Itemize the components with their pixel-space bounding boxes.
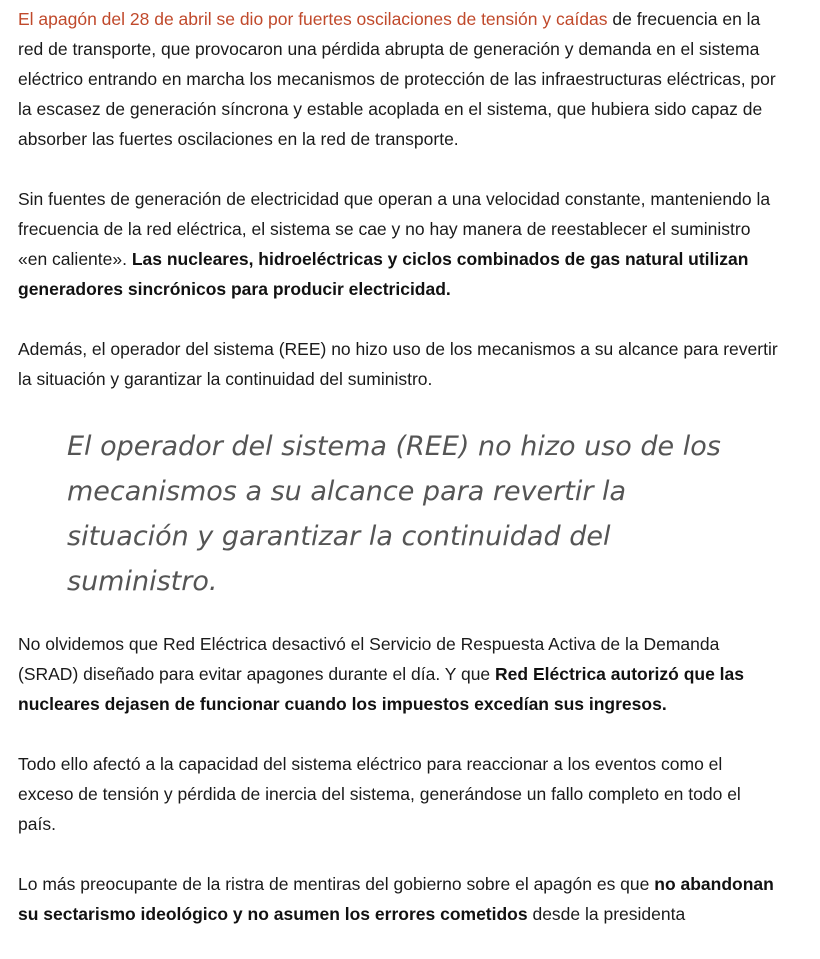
paragraph-2-bold: Las nucleares, hidroeléctricas y ciclos combinados de gas natural utilizan generadores sincrónicos para producir electricidad. bbox=[18, 249, 749, 299]
paragraph-6 bbox=[18, 869, 778, 929]
paragraph-2-text: Sin fuentes de generación de electricidad que operan a una velocidad constante, manteniendo la frecuencia de la red eléctrica, el sistema se cae y no hay manera de reestablecer el suministro «en caliente». bbox=[18, 189, 771, 269]
paragraph-3 bbox=[18, 334, 778, 394]
article-link[interactable]: El apagón del 28 de abril se dio por fuertes oscilaciones de tensión y caídas bbox=[18, 9, 608, 29]
paragraph-3-text: Además, el operador del sistema (REE) no hizo uso de los mecanismos a su alcance para revertir la situación y garantizar la continuidad del suministro. bbox=[18, 339, 778, 389]
paragraph-6-tail: desde la presidenta bbox=[527, 904, 686, 924]
paragraph-1 bbox=[18, 4, 778, 154]
paragraph-5-text: Todo ello afectó a la capacidad del sistema eléctrico para reaccionar a los eventos como el exceso de tensión y pérdida de inercia del sistema, generándose un fallo completo en todo el país. bbox=[18, 754, 741, 834]
paragraph-4 bbox=[18, 629, 778, 719]
paragraph-5 bbox=[18, 749, 778, 839]
paragraph-4-text: No olvidemos que Red Eléctrica desactivó el Servicio de Respuesta Activa de la Demanda (SRAD) diseñado para evitar apagones durante el día. Y que bbox=[18, 634, 720, 684]
paragraph-6-text: Lo más preocupante de la ristra de mentiras del gobierno sobre el apagón es que bbox=[18, 874, 655, 894]
paragraph-4-bold: Red Eléctrica autorizó que las nucleares dejasen de funcionar cuando los impuestos excedían sus ingresos. bbox=[18, 664, 744, 714]
pull-quote: El operador del sistema (REE) no hizo uso de los mecanismos a su alcance para revertir la situación y garantizar la continuidad del suministro. bbox=[67, 431, 721, 597]
article-body bbox=[18, 4, 778, 959]
paragraph-1-text: de frecuencia en la red de transporte, que provocaron una pérdida abrupta de generación y demanda en el sistema eléctrico entrando en marcha los mecanismos de protección de las infraestructuras eléctricas, por la escasez de generación síncrona y estable acoplada en el sistema, que hubiera sido capaz de absorber las fuertes oscilaciones en la red de transporte. bbox=[18, 9, 776, 149]
paragraph-6-bold: no abandonan su sectarismo ideológico y no asumen los errores cometidos bbox=[18, 874, 774, 924]
paragraph-2 bbox=[18, 184, 778, 304]
